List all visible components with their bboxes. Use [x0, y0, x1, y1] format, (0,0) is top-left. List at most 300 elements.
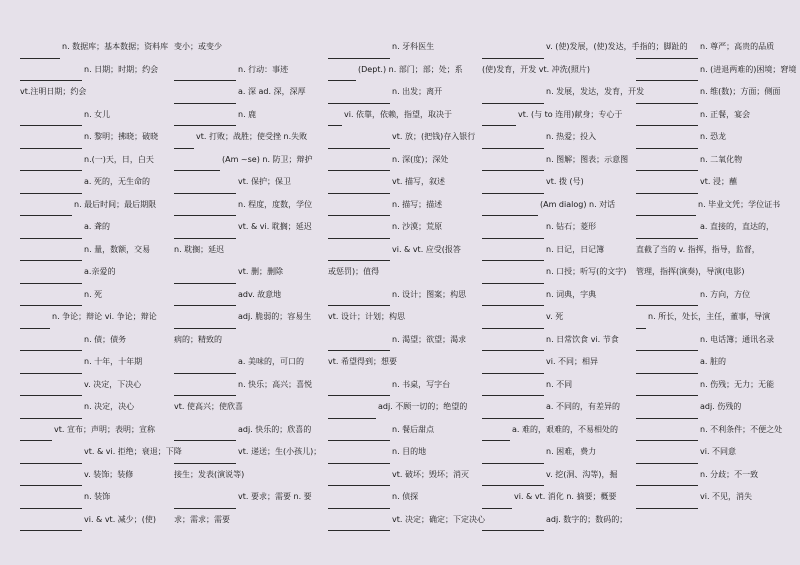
answer-blank[interactable] [482, 471, 544, 486]
column-3 [328, 36, 485, 531]
vocab-entry [636, 216, 788, 239]
vocab-entry [636, 396, 788, 419]
answer-blank[interactable] [328, 404, 376, 419]
answer-blank[interactable] [328, 246, 390, 261]
entry-definition: n. 黎明；拂晓；破晓 [84, 132, 159, 141]
vocab-entry [482, 36, 688, 59]
answer-blank[interactable] [328, 156, 390, 171]
vocab-entry [636, 464, 788, 487]
answer-blank[interactable] [20, 314, 50, 329]
answer-blank[interactable] [20, 471, 82, 486]
entry-definition: vt. 设计；计划；构思 [328, 312, 405, 321]
entry-definition: vt. & vi. 耽搁；延迟 [238, 222, 312, 231]
answer-blank[interactable] [636, 449, 698, 464]
vocab-entry [20, 171, 172, 194]
vocab-entry [328, 509, 485, 532]
answer-blank[interactable] [482, 201, 538, 216]
entry-definition: a.亲爱的 [84, 267, 116, 276]
answer-blank[interactable] [174, 134, 194, 149]
entry-definition: vt. 要求；需要 n. 要 [238, 492, 312, 501]
vocab-entry [482, 486, 634, 509]
entry-definition: vt. 删；删除 [238, 267, 283, 276]
vocab-entry [174, 216, 326, 239]
column-2 [174, 36, 326, 531]
entry-definition: n. 餐后甜点 [392, 424, 435, 434]
entry-definition: 变小；或变少 [174, 42, 222, 51]
entry-definition: n. 渴望；欲望；渴求 [392, 334, 467, 344]
answer-blank[interactable] [174, 224, 236, 239]
entry-definition: n.(一)天，日，白天 [84, 154, 154, 164]
entry-definition: n. 发展，发达，发育，开发 [546, 87, 645, 96]
entry-definition: vt. 宣布；声明；表明；宣称 [54, 424, 155, 434]
column-1 [20, 36, 182, 531]
vocab-entry [20, 36, 172, 59]
entry-definition: n. 分歧；不一致 [700, 469, 759, 479]
entry-definition: n. 行动：事迹 [238, 64, 289, 74]
answer-blank[interactable] [482, 269, 544, 284]
entry-definition: v. (使)发展，(使)发达，手指的；脚趾的 [546, 42, 688, 51]
answer-blank[interactable] [174, 494, 236, 509]
entry-definition: a. 美味的，可口的 [238, 357, 304, 366]
vocab-entry [174, 441, 326, 464]
answer-blank[interactable] [482, 44, 544, 59]
vocab-entry [636, 284, 788, 307]
vocab-entry [20, 486, 172, 509]
entry-definition: n. 二氧化物 [700, 154, 743, 164]
vocab-entry [328, 329, 480, 352]
entry-definition: (使)发育，开发 vt. 冲洗(照片) [482, 64, 590, 74]
entry-definition: n. 尊严；高贵的品质 [700, 42, 775, 51]
entry-definition: adj. 伤残的 [700, 402, 742, 411]
answer-blank[interactable] [482, 404, 544, 419]
entry-definition: vt. 递送；生(小孩儿)； [238, 447, 322, 456]
answer-blank[interactable] [328, 201, 390, 216]
answer-blank[interactable] [636, 111, 698, 126]
vocab-entry [636, 351, 788, 374]
vocab-entry [328, 81, 480, 104]
answer-blank[interactable] [482, 291, 544, 306]
entry-definition: n. 热爱；投入 [546, 132, 597, 141]
vocab-entry [20, 284, 172, 307]
answer-blank[interactable] [636, 291, 698, 306]
answer-blank[interactable] [482, 224, 544, 239]
entry-definition: a. 直接的，直达的， [700, 222, 774, 231]
entry-definition: n. 伤残；无力；无能 [700, 379, 775, 389]
vocab-entry [328, 104, 480, 127]
vocab-entry [636, 81, 788, 104]
vocab-entry [482, 441, 634, 464]
answer-blank[interactable] [328, 381, 390, 396]
vocab-entry [174, 374, 326, 397]
answer-blank[interactable] [20, 359, 82, 374]
vocab-entry [636, 486, 788, 509]
answer-blank[interactable] [174, 291, 236, 306]
vocab-entry [20, 216, 172, 239]
vocab-entry [482, 509, 634, 532]
answer-blank[interactable] [636, 426, 698, 441]
vocab-entry [482, 464, 634, 487]
answer-blank[interactable] [20, 246, 82, 261]
answer-blank[interactable] [20, 336, 82, 351]
answer-blank[interactable] [20, 156, 82, 171]
vocab-entry [174, 306, 326, 329]
entry-definition: n. 目的地 [392, 447, 427, 456]
entry-definition: vt. 使高兴；使欣喜 [174, 402, 243, 411]
vocab-entry [20, 329, 172, 352]
vocab-entry [328, 441, 480, 464]
vocab-entry [174, 126, 326, 149]
answer-blank[interactable] [174, 449, 236, 464]
vocab-entry [636, 306, 788, 329]
vocab-entry [328, 284, 480, 307]
vocab-entry [636, 36, 788, 59]
answer-blank[interactable] [636, 404, 698, 419]
vocab-entry [20, 239, 172, 262]
entry-definition: v. 装饰；装修 [84, 469, 134, 479]
answer-blank[interactable] [328, 426, 390, 441]
vocab-entry [328, 36, 480, 59]
vocab-entry [174, 239, 326, 262]
answer-blank[interactable] [482, 134, 544, 149]
answer-blank[interactable] [482, 381, 544, 396]
entry-definition: vt. 拨 (号) [546, 177, 584, 186]
answer-blank[interactable] [174, 359, 236, 374]
answer-blank[interactable] [328, 66, 356, 81]
vocab-entry [636, 441, 788, 464]
vocab-entry [482, 329, 634, 352]
entry-definition: n. 债；债务 [84, 334, 127, 344]
entry-definition: vt. 保护；保卫 [238, 177, 291, 186]
vocab-entry [636, 329, 788, 352]
answer-blank[interactable] [482, 111, 516, 126]
entry-definition: n. 数据库；基本数据；资料库 [62, 42, 169, 51]
vocab-entry [482, 239, 634, 262]
vocab-entry [636, 261, 788, 284]
vocab-entry [174, 149, 326, 172]
entry-definition: 接生；发表(演说等) [174, 469, 245, 479]
entry-definition: n. 不利条件；不便之处 [700, 424, 783, 434]
answer-blank[interactable] [20, 426, 52, 441]
answer-blank[interactable] [328, 224, 390, 239]
vocab-entry [174, 351, 326, 374]
vocab-entry [20, 261, 172, 284]
answer-blank[interactable] [636, 314, 646, 329]
vocab-entry [174, 194, 326, 217]
entry-definition: vi. & vt. 减少；(使) [84, 514, 157, 524]
vocab-entry [174, 81, 326, 104]
vocab-entry [482, 419, 634, 442]
vocab-entry [174, 486, 326, 509]
answer-blank[interactable] [20, 66, 82, 81]
entry-definition: vt. 浸；蘸 [700, 177, 737, 186]
vocab-entry [636, 126, 788, 149]
column-5 [636, 36, 797, 509]
vocab-entry [328, 464, 480, 487]
entry-definition: adv. 故意地 [238, 289, 282, 299]
entry-definition: n. 日记，日记簿 [546, 244, 605, 254]
entry-definition: n. 出发；离开 [392, 87, 443, 96]
entry-definition: n. 侦探 [392, 492, 419, 501]
vocab-entry [174, 36, 326, 59]
answer-blank[interactable] [636, 381, 698, 396]
entry-definition: (Am dialog) n. 对话 [540, 199, 616, 209]
vocab-entry [20, 59, 172, 82]
answer-blank[interactable] [636, 44, 698, 59]
answer-blank[interactable] [20, 381, 82, 396]
entry-definition: n. 装饰 [84, 492, 111, 501]
answer-blank[interactable] [328, 449, 390, 464]
answer-blank[interactable] [20, 291, 82, 306]
vocab-entry [482, 216, 634, 239]
column-4 [482, 36, 688, 531]
entry-definition: vt. 决定；确定；下定决心 [392, 514, 485, 524]
vocab-entry [174, 104, 326, 127]
vocab-entry [174, 329, 326, 352]
entry-definition: 或惩罚)；值得 [328, 267, 380, 276]
entry-definition: adj. 脆弱的；容易生 [238, 312, 312, 321]
entry-definition: n. 所长，处长，主任，董事，导演 [648, 312, 771, 321]
entry-definition: 求；需求；需要 [174, 514, 230, 524]
answer-blank[interactable] [174, 426, 236, 441]
answer-blank[interactable] [482, 449, 544, 464]
vocab-entry [636, 149, 788, 172]
entry-definition: n. 困难，费力 [546, 447, 597, 456]
entry-definition: n. 鹿 [238, 109, 257, 119]
entry-definition: n. 耽搁；延迟 [174, 244, 225, 254]
vocab-entry [20, 351, 172, 374]
answer-blank[interactable] [20, 516, 82, 531]
entry-definition: n. 日期；时期；约会 [84, 64, 159, 74]
answer-blank[interactable] [20, 404, 82, 419]
answer-blank[interactable] [20, 44, 60, 59]
answer-blank[interactable] [482, 314, 544, 329]
entry-definition: n. 图解；图表；示意图 [546, 154, 629, 164]
entry-definition: v. 死 [546, 312, 564, 321]
answer-blank[interactable] [20, 269, 82, 284]
entry-definition: a. 聋的 [84, 222, 110, 231]
answer-blank[interactable] [20, 224, 82, 239]
vocab-entry [20, 396, 172, 419]
answer-blank[interactable] [20, 111, 82, 126]
vocab-entry [174, 59, 326, 82]
answer-blank[interactable] [636, 66, 698, 81]
answer-blank[interactable] [174, 111, 236, 126]
entry-definition: vi. & vt. 应受(报答 [392, 244, 461, 254]
entry-definition: 管理，指挥(演奏)，导演(电影) [636, 267, 745, 276]
answer-blank[interactable] [482, 89, 544, 104]
entry-definition: n. 维(数)；方面；侧面 [700, 87, 781, 96]
answer-blank[interactable] [328, 336, 390, 351]
answer-blank[interactable] [328, 291, 390, 306]
entry-definition: v. 挖(洞、沟等)，掘 [546, 469, 618, 479]
answer-blank[interactable] [20, 449, 82, 464]
vocab-entry [482, 171, 634, 194]
entry-definition: 病的；精致的 [174, 334, 222, 344]
entry-definition: adj. 快乐的；欣喜的 [238, 424, 312, 434]
vocab-entry [328, 194, 480, 217]
entry-definition: adj. 不顾一切的；绝望的 [378, 402, 468, 411]
entry-definition: n. 十年，十年期 [84, 357, 143, 366]
answer-blank[interactable] [636, 359, 698, 374]
vocab-entry [636, 194, 788, 217]
answer-blank[interactable] [174, 381, 236, 396]
vocab-entry [328, 126, 480, 149]
vocab-entry [174, 396, 326, 419]
entry-definition: n. 方向，方位 [700, 289, 751, 299]
answer-blank[interactable] [174, 179, 236, 194]
entry-definition: n. 设计；图案；构思 [392, 289, 467, 299]
entry-definition: n. 电话簿；通讯名录 [700, 334, 775, 344]
answer-blank[interactable] [328, 89, 390, 104]
entry-definition: vt. 打败；战胜；使受挫 n.失败 [196, 132, 308, 141]
entry-definition: vt. & vi. 拒绝；衰退；下降 [84, 447, 182, 456]
entry-definition: n. 量，数额，交易 [84, 244, 151, 254]
answer-blank[interactable] [20, 134, 82, 149]
entry-definition: n. 日常饮食 vi. 节食 [546, 334, 619, 344]
vocab-entry [328, 59, 480, 82]
vocab-entry [328, 149, 480, 172]
answer-blank[interactable] [174, 269, 236, 284]
answer-blank[interactable] [482, 516, 544, 531]
entry-definition: n. 恐龙 [700, 132, 727, 141]
answer-blank[interactable] [636, 471, 698, 486]
vocab-entry [20, 374, 172, 397]
answer-blank[interactable] [328, 44, 390, 59]
entry-definition: n. 争论；辩论 vi. 争论；辩论 [52, 312, 157, 321]
answer-blank[interactable] [636, 89, 698, 104]
answer-blank[interactable] [482, 179, 544, 194]
vocab-entry [20, 464, 172, 487]
entry-definition: a. 死的，无生命的 [84, 177, 150, 186]
answer-blank[interactable] [636, 179, 698, 194]
entry-definition: n. 毕业文凭；学位证书 [698, 199, 781, 209]
entry-definition: n. 书桌，写字台 [392, 379, 451, 389]
answer-blank[interactable] [174, 201, 236, 216]
vocab-entry [328, 486, 480, 509]
answer-blank[interactable] [328, 134, 390, 149]
vocab-entry [20, 306, 172, 329]
vocab-entry [174, 509, 326, 532]
answer-blank[interactable] [328, 111, 342, 126]
vocab-entry [174, 171, 326, 194]
entry-definition: a. 难的，艰难的，不易相处的 [512, 424, 618, 434]
answer-blank[interactable] [174, 66, 236, 81]
entry-definition: (Am ~se) n. 防卫；辩护 [222, 154, 313, 164]
vocab-entry [482, 126, 634, 149]
entry-definition: n. 正餐，宴会 [700, 109, 751, 119]
entry-definition: n. 决定，决心 [84, 402, 135, 411]
vocab-entry [636, 59, 797, 82]
vocab-entry [20, 81, 172, 104]
vocab-entry [328, 396, 480, 419]
entry-definition: n. 女儿 [84, 109, 111, 119]
answer-blank[interactable] [174, 156, 220, 171]
entry-definition: vi. & vt. 消化 n. 摘要；概要 [514, 492, 617, 501]
answer-blank[interactable] [20, 494, 82, 509]
vocab-entry [328, 419, 480, 442]
entry-definition: vt. 放；(把钱)存入银行 [392, 132, 476, 141]
answer-blank[interactable] [20, 201, 72, 216]
answer-blank[interactable] [174, 314, 236, 329]
vocab-entry [482, 104, 634, 127]
vocab-entry [482, 306, 634, 329]
vocab-entry [636, 419, 788, 442]
answer-blank[interactable] [482, 426, 510, 441]
answer-blank[interactable] [328, 494, 390, 509]
answer-blank[interactable] [482, 246, 544, 261]
answer-blank[interactable] [482, 336, 544, 351]
entry-definition: vi. 不见，消失 [700, 492, 753, 501]
answer-blank[interactable] [174, 89, 236, 104]
entry-definition: n. 沙漠；荒原 [392, 222, 443, 231]
vocab-entry [20, 419, 172, 442]
answer-blank[interactable] [636, 201, 696, 216]
vocab-entry [174, 419, 326, 442]
entry-definition: vt. 破坏；毁坏；消灭 [392, 469, 469, 479]
entry-definition: n. 程度，度数，学位 [238, 199, 313, 209]
entry-definition: n. 钻石；菱形 [546, 222, 597, 231]
answer-blank[interactable] [482, 494, 512, 509]
entry-definition: vt. 希望得到；想要 [328, 357, 397, 366]
vocab-entry [20, 194, 172, 217]
answer-blank[interactable] [20, 179, 82, 194]
entry-definition: a. 深 ad. 深，深厚 [238, 87, 306, 96]
entry-definition: n. (进退两难的)困境；窘境 [700, 64, 797, 74]
entry-definition: 直截了当的 v. 指挥，指导，监督， [636, 244, 760, 254]
entry-definition: n. 最后时间；最后期限 [74, 199, 157, 209]
vocab-entry [20, 149, 172, 172]
answer-blank[interactable] [636, 224, 698, 239]
vocab-entry [174, 464, 326, 487]
vocab-entry [20, 126, 172, 149]
entry-definition: vt. 描写，叙述 [392, 177, 445, 186]
vocab-entry [328, 306, 480, 329]
entry-definition: a. 脏的 [700, 357, 726, 366]
answer-blank[interactable] [636, 494, 698, 509]
entry-definition: vt. (与 to 连用)献身；专心于 [518, 109, 623, 119]
vocab-entry [328, 374, 480, 397]
vocab-entry [328, 351, 480, 374]
entry-definition: v. 决定，下决心 [84, 379, 142, 389]
vocab-entry [20, 104, 172, 127]
vocab-entry [636, 104, 788, 127]
vocab-entry [20, 509, 172, 532]
answer-blank[interactable] [636, 134, 698, 149]
entry-definition: n. 快乐；高兴；喜悦 [238, 379, 313, 389]
vocab-entry [636, 171, 788, 194]
answer-blank[interactable] [636, 336, 698, 351]
entry-definition: (Dept.) n. 部门；部；处；系 [358, 64, 463, 74]
answer-blank[interactable] [482, 156, 544, 171]
entry-definition: n. 描写；描述 [392, 199, 443, 209]
answer-blank[interactable] [328, 471, 390, 486]
entry-definition: n. 死 [84, 289, 103, 299]
vocab-entry [636, 239, 788, 262]
vocab-entry [482, 81, 645, 104]
entry-definition: n. 词典，字典 [546, 289, 597, 299]
answer-blank[interactable] [328, 516, 390, 531]
entry-definition: vi. 依靠，依赖，指望，取决于 [344, 109, 453, 119]
answer-blank[interactable] [482, 359, 544, 374]
answer-blank[interactable] [636, 156, 698, 171]
answer-blank[interactable] [328, 179, 390, 194]
vocab-entry [20, 441, 182, 464]
vocab-entry [482, 374, 634, 397]
vocab-entry [482, 351, 634, 374]
vocab-entry [328, 216, 480, 239]
entry-definition: vt.注明日期；约会 [20, 87, 87, 96]
vocab-entry [328, 171, 480, 194]
